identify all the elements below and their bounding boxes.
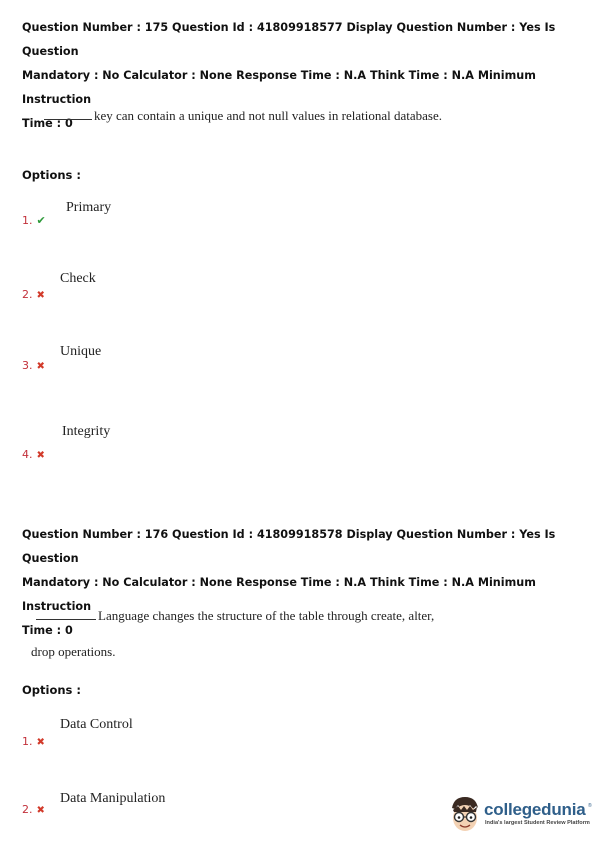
option-text: Unique xyxy=(60,344,102,359)
question-text: key can contain a unique and not null values in relational database. xyxy=(94,108,442,123)
fill-in-blank xyxy=(44,119,92,120)
collegedunia-logo xyxy=(448,794,593,834)
question-meta-line-3: Time : 0 xyxy=(22,117,73,130)
question-176-text-line-2: drop operations. xyxy=(31,644,116,659)
option-number xyxy=(22,288,45,301)
option-text: Data Manipulation xyxy=(60,791,166,806)
option-text: Primary xyxy=(66,200,112,215)
option-index: 2. xyxy=(22,288,33,301)
question-175-text xyxy=(44,108,442,124)
brand-name: collegedunia xyxy=(484,800,586,819)
brand-tagline: India's largest Student Review Platform xyxy=(485,820,590,826)
option-index: 1. xyxy=(22,214,33,227)
mascot-face-icon xyxy=(448,794,482,834)
option-text: Check xyxy=(60,271,96,286)
question-meta-line-2: Mandatory : No Calculator : None Response Time : N.A Think Time : N.A Minimum Instruction xyxy=(22,576,536,613)
option-number xyxy=(22,359,45,372)
question-meta-line-2: Mandatory : No Calculator : None Response Time : N.A Think Time : N.A Minimum Instruction xyxy=(22,69,536,106)
correct-check-icon: ✔ xyxy=(36,214,46,227)
incorrect-cross-icon: ✖ xyxy=(36,737,45,748)
question-176-meta xyxy=(22,523,582,643)
option-number xyxy=(22,448,45,461)
option-number xyxy=(22,214,46,227)
option-number xyxy=(22,735,45,748)
option-index: 4. xyxy=(22,448,33,461)
option-index: 3. xyxy=(22,359,33,372)
option-text: Integrity xyxy=(62,424,111,439)
incorrect-cross-icon: ✖ xyxy=(36,290,45,301)
question-meta-line-1: Question Number : 175 Question Id : 41809918577 Display Question Number : Yes Is Question xyxy=(22,21,556,58)
question-176-text-line-1 xyxy=(36,608,434,624)
options-label: Options : xyxy=(22,683,81,697)
question-meta-line-3: Time : 0 xyxy=(22,624,73,637)
fill-in-blank xyxy=(36,619,96,620)
option-text: Data Control xyxy=(60,717,133,732)
incorrect-cross-icon: ✖ xyxy=(36,450,45,461)
question-text: Language changes the structure of the table through create, alter, xyxy=(98,608,435,623)
registered-mark: ® xyxy=(588,803,592,809)
option-index: 2. xyxy=(22,803,33,816)
option-index: 1. xyxy=(22,735,33,748)
question-meta-line-1: Question Number : 176 Question Id : 41809918578 Display Question Number : Yes Is Question xyxy=(22,528,556,565)
options-label: Options : xyxy=(22,168,81,182)
incorrect-cross-icon: ✖ xyxy=(36,805,45,816)
incorrect-cross-icon: ✖ xyxy=(36,361,45,372)
option-number xyxy=(22,803,45,816)
